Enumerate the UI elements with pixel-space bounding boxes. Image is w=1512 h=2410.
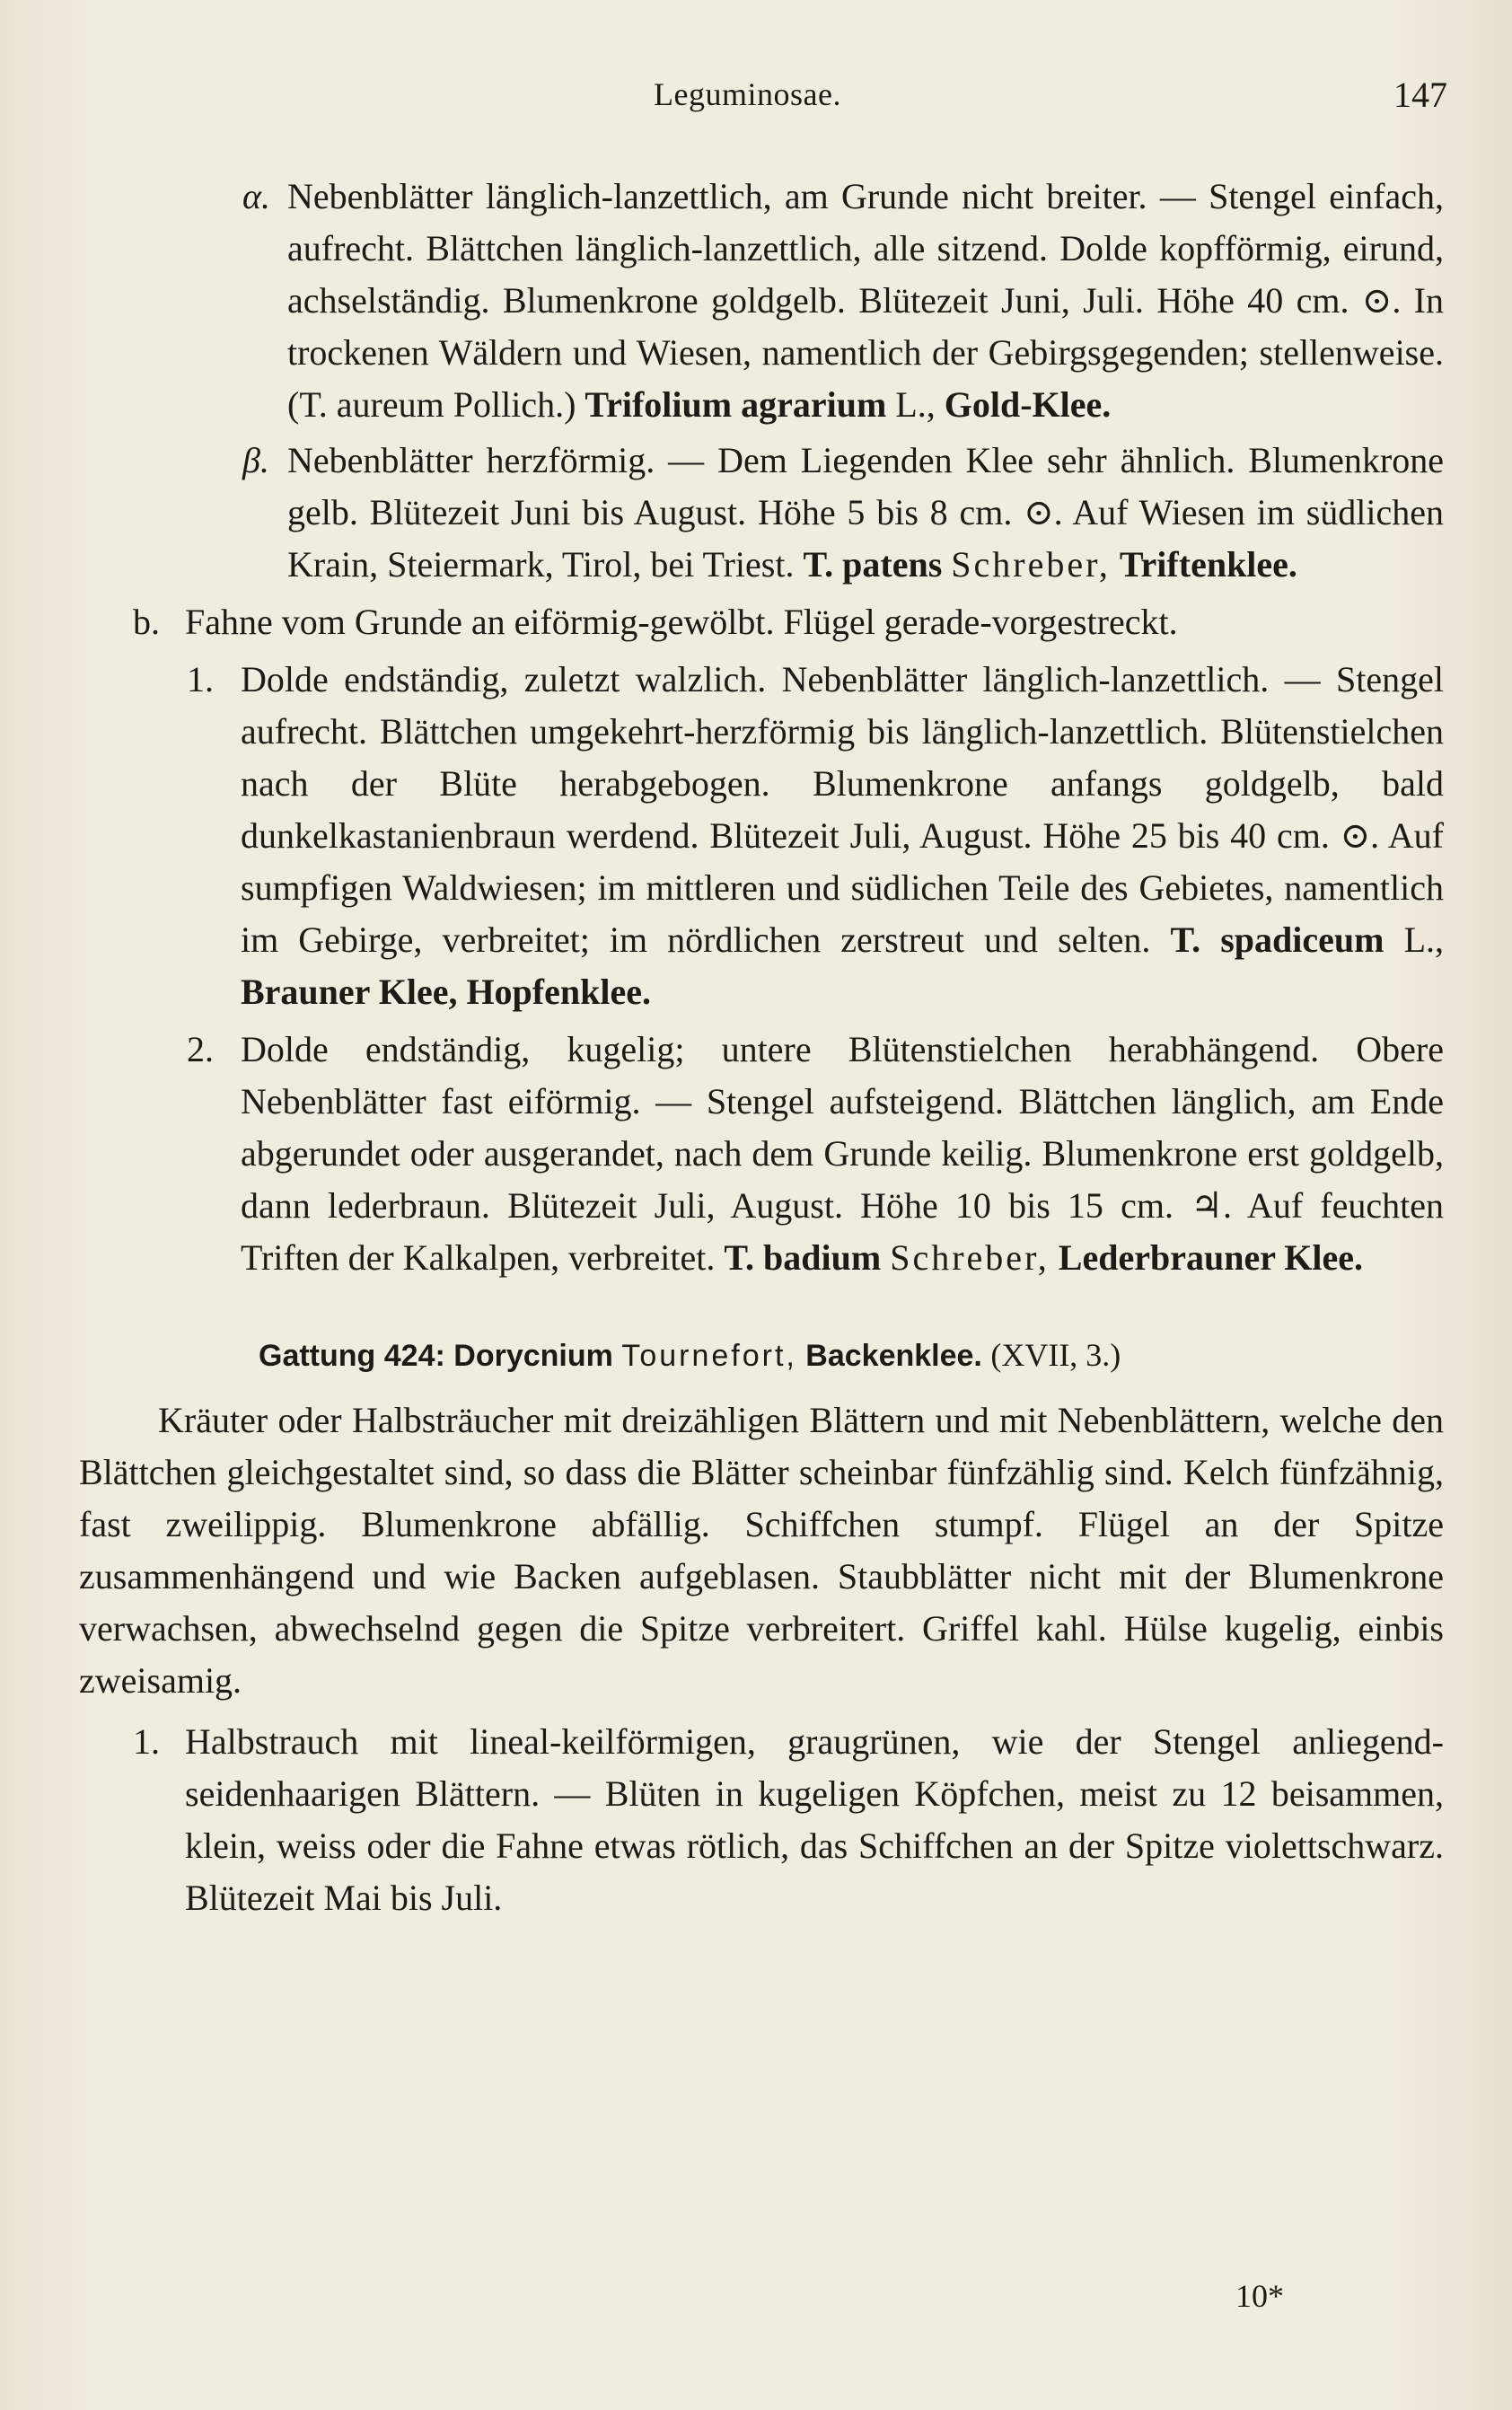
key-entry-b1 — [79, 654, 1444, 1018]
common-name: Brauner Klee, Hopfenklee. — [241, 972, 651, 1012]
species-author: Schreber, — [890, 1237, 1050, 1278]
body-text — [79, 171, 1444, 1924]
entry-description: Fahne vom Grunde an eiförmig-gewölbt. Flügel gerade-vorgestreckt. — [185, 602, 1178, 642]
entry-marker: β. — [242, 440, 269, 480]
entry-marker: 2. — [187, 1029, 214, 1069]
entry-description: Nebenblätter länglich-lanzettlich, am Grunde nicht breiter. — Stengel einfach, aufrecht. Blättchen länglich-lanzettlich, alle sitzend. Dolde kopfförmig, eirund, achselständig. Blumenkrone goldgelb. Blütezeit Juni, Juli. Höhe 40 cm. ⊙. In trockenen Wäldern und Wiesen, namentlich der Gebirgsgegenden; stellenweise. (T. aureum Pollich.) — [287, 176, 1444, 425]
common-name: Triftenklee. — [1119, 544, 1297, 585]
genus-label: Gattung 424: — [259, 1339, 445, 1373]
species-name: Trifolium agrarium — [585, 384, 887, 425]
entry-marker: 1. — [133, 1721, 160, 1762]
page-number: 147 — [1393, 75, 1447, 115]
species-author: L., — [1403, 919, 1444, 960]
species-author: Schreber, — [951, 544, 1111, 585]
key-entry-beta — [79, 435, 1444, 591]
entry-description: Halbstrauch mit lineal-keilförmigen, graugrünen, wie der Stengel anliegend-seidenhaarigen Blättern. — Blüten in kugeligen Köpfchen, meist zu 12 beisammen, klein, weiss oder die Fahne etwas rötlich, das Schiffchen an der Spitze violettschwarz. Blütezeit Mai bis Juli. — [185, 1721, 1444, 1918]
entry-marker: 1. — [187, 659, 214, 699]
key-entry-b2 — [79, 1024, 1444, 1284]
genus-description: Kräuter oder Halbsträucher mit dreizähligen Blättern und mit Nebenblättern, welche den Blättchen gleichgestaltet sind, so dass die Blätter scheinbar fünfzählig sind. Kelch fünfzähnig, fast zweilippig. Blumenkrone abfällig. Schiffchen stumpf. Flügel an der Spitze zusammenhängend und wie Backen aufgeblasen. Staubblätter nicht mit der Blumenkrone verwachsen, abwechselnd gegen die Spitze verbreitert. Griffel kahl. Hülse kugelig, einbis zweisamig. — [79, 1400, 1444, 1701]
entry-marker: b. — [133, 602, 160, 642]
genus-reference: (XVII, 3.) — [990, 1337, 1121, 1373]
running-head — [0, 70, 1512, 124]
genus-heading — [259, 1329, 1444, 1382]
species-name: T. badium — [724, 1237, 882, 1278]
species-author: L., — [895, 384, 936, 425]
key-entry-b — [79, 596, 1444, 648]
species-name: T. patens — [803, 544, 943, 585]
genus-name: Dorycnium — [453, 1339, 613, 1373]
common-name: Lederbrauner Klee. — [1058, 1237, 1363, 1278]
key-entry-dorycnium-1 — [79, 1716, 1444, 1924]
running-head-title: Leguminosae. — [654, 76, 841, 112]
entry-description: Dolde endständig, zuletzt walzlich. Nebenblätter länglich-lanzettlich. — Stengel aufrecht. Blättchen umgekehrt-herzförmig bis länglich-lanzettlich. Blütenstielchen nach der Blüte herabgebogen. Blumenkrone anfangs goldgelb, bald dunkelkastanienbraun werdend. Blütezeit Juli, August. Höhe 25 bis 40 cm. ⊙. Auf sumpfigen Waldwiesen; im mittleren und südlichen Teile des Gebietes, namentlich im Gebirge, verbreitet; im nördlichen zerstreut und selten. — [241, 659, 1444, 960]
genus-common-name: Backenklee. — [805, 1339, 982, 1373]
entry-description: Nebenblätter herzförmig. — Dem Liegenden Klee sehr ähnlich. Blumenkrone gelb. Blütezeit Juni bis August. Höhe 5 bis 8 cm. ⊙. Auf Wiesen im südlichen Krain, Steiermark, Tirol, bei Triest. — [287, 440, 1444, 585]
genus-author: Tournefort, — [621, 1339, 797, 1373]
species-name: T. spadiceum — [1170, 919, 1385, 960]
key-entry-alpha — [79, 171, 1444, 431]
signature-mark: 10* — [1235, 2278, 1284, 2314]
common-name: Gold-Klee. — [944, 384, 1112, 425]
entry-description: Dolde endständig, kugelig; untere Blütenstielchen herabhängend. Obere Nebenblätter fast eiförmig. — Stengel aufsteigend. Blättchen länglich, am Ende abgerundet oder ausgerandet, nach dem Grunde keilig. Blumenkrone erst goldgelb, dann lederbraun. Blütezeit Juli, August. Höhe 10 bis 15 cm. ♃. Auf feuchten Triften der Kalkalpen, verbreitet. — [241, 1029, 1444, 1278]
entry-marker: α. — [242, 176, 270, 216]
